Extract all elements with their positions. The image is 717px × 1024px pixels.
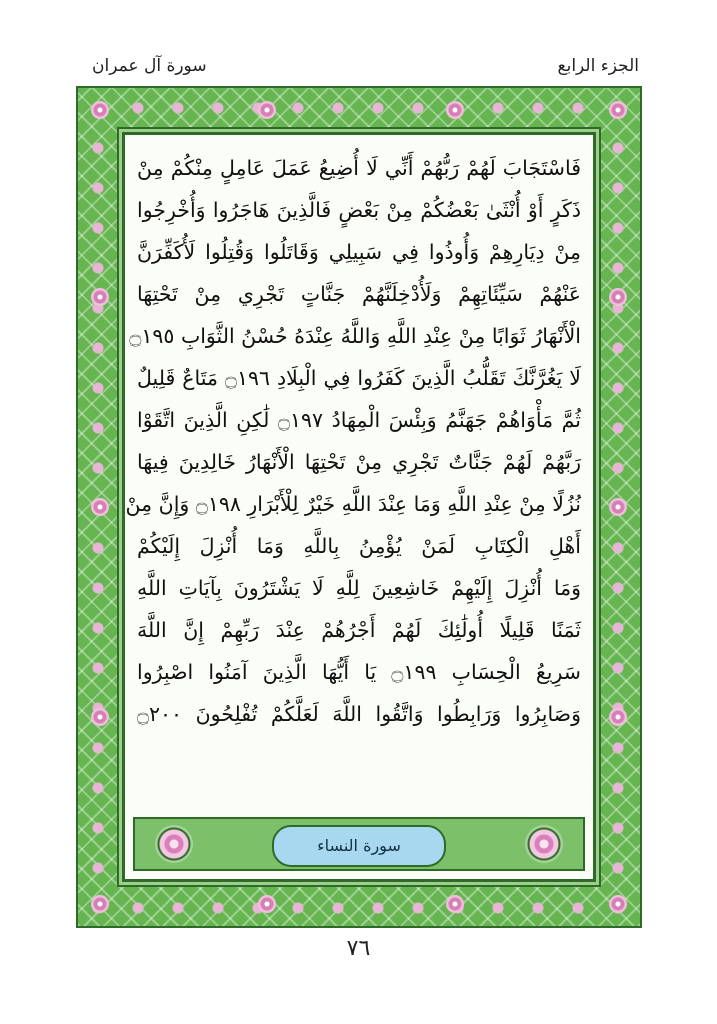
top-flower-icon (258, 101, 276, 119)
page-number: ٧٦ (346, 936, 371, 961)
corner-flower-icon (91, 895, 109, 913)
rosette-icon (155, 825, 193, 863)
text-line: مِنْ دِيَارِهِمْ وَأُوذُوا فِي سَبِيلِي وَقَاتَلُوا وَقُتِلُوا لَأُكَفِّرَنَّ (137, 240, 581, 264)
side-flower-icon (91, 498, 109, 516)
corner-flower-icon (609, 101, 627, 119)
text-line: الْأَنْهَارُ ثَوَابًا مِنْ عِنْدِ اللَّهِ وَاللَّهُ عِنْدَهُ حُسْنُ الثَّوَابِ ۝١٩٥ (129, 324, 581, 348)
text-line: أَهْلِ الْكِتَابِ لَمَنْ يُؤْمِنُ بِاللَّهِ وَمَا أُنْزِلَ إِلَيْكُمْ (137, 534, 581, 558)
ornamental-frame (76, 86, 642, 928)
text-line: رَبَّهُمْ لَهُمْ جَنَّاتٌ تَجْرِي مِنْ تَحْتِهَا الْأَنْهَارُ خَالِدِينَ فِيهَا (137, 450, 581, 474)
side-flower-icon (91, 708, 109, 726)
juz-header: الجزء الرابع (557, 56, 639, 76)
text-line: فَاسْتَجَابَ لَهُمْ رَبُّهُمْ أَنِّي لَا أُضِيعُ عَمَلَ عَامِلٍ مِنْكُمْ مِنْ (137, 156, 581, 180)
text-line: وَصَابِرُوا وَرَابِطُوا وَاتَّقُوا اللَّهَ لَعَلَّكُمْ تُفْلِحُونَ ۝٢٠٠ (137, 702, 581, 726)
side-flower-icon (609, 498, 627, 516)
top-flower-icon (446, 101, 464, 119)
text-line: سَرِيعُ الْحِسَابِ ۝١٩٩ يَا أَيُّهَا الَّذِينَ آمَنُوا اصْبِرُوا (137, 660, 581, 684)
side-flower-icon (609, 708, 627, 726)
side-flower-icon (91, 288, 109, 306)
side-flower-icon (609, 288, 627, 306)
text-line: ثُمَّ مَأْوَاهُمْ جَهَنَّمُ وَبِئْسَ الْمِهَادُ ۝١٩٧ لَٰكِنِ الَّذِينَ اتَّقَوْا (137, 408, 582, 432)
bottom-flower-icon (446, 895, 464, 913)
sura-title-banner (133, 817, 585, 871)
text-line: ثَمَنًا قَلِيلًا أُولَٰئِكَ لَهُمْ أَجْرُهُمْ عِنْدَ رَبِّهِمْ إِنَّ اللَّهَ (137, 618, 581, 642)
sura-header: سورة آل عمران (92, 56, 207, 76)
text-panel (122, 132, 596, 882)
next-sura-title: سورة النساء (272, 825, 446, 867)
text-line: عَنْهُمْ سَيِّئَاتِهِمْ وَلَأُدْخِلَنَّهُمْ جَنَّاتٍ تَجْرِي مِنْ تَحْتِهَا (137, 282, 581, 306)
corner-flower-icon (91, 101, 109, 119)
text-line: وَمَا أُنْزِلَ إِلَيْهِمْ خَاشِعِينَ لِلَّهِ لَا يَشْتَرُونَ بِآيَاتِ اللَّهِ (137, 576, 581, 600)
corner-flower-icon (609, 895, 627, 913)
bottom-flower-icon (258, 895, 276, 913)
text-line: ذَكَرٍ أَوْ أُنْثَىٰ بَعْضُكُمْ مِنْ بَعْضٍ فَالَّذِينَ هَاجَرُوا وَأُخْرِجُوا (137, 198, 581, 222)
quran-text (125, 147, 582, 735)
text-line: لَا يَغُرَّنَّكَ تَقَلُّبُ الَّذِينَ كَفَرُوا فِي الْبِلَادِ ۝١٩٦ مَتَاعٌ قَلِيلٌ (137, 366, 581, 390)
text-line: نُزُلًا مِنْ عِنْدِ اللَّهِ وَمَا عِنْدَ اللَّهِ خَيْرٌ لِلْأَبْرَارِ ۝١٩٨ وَإِنَّ مِنْ (125, 492, 581, 516)
rosette-icon (525, 825, 563, 863)
